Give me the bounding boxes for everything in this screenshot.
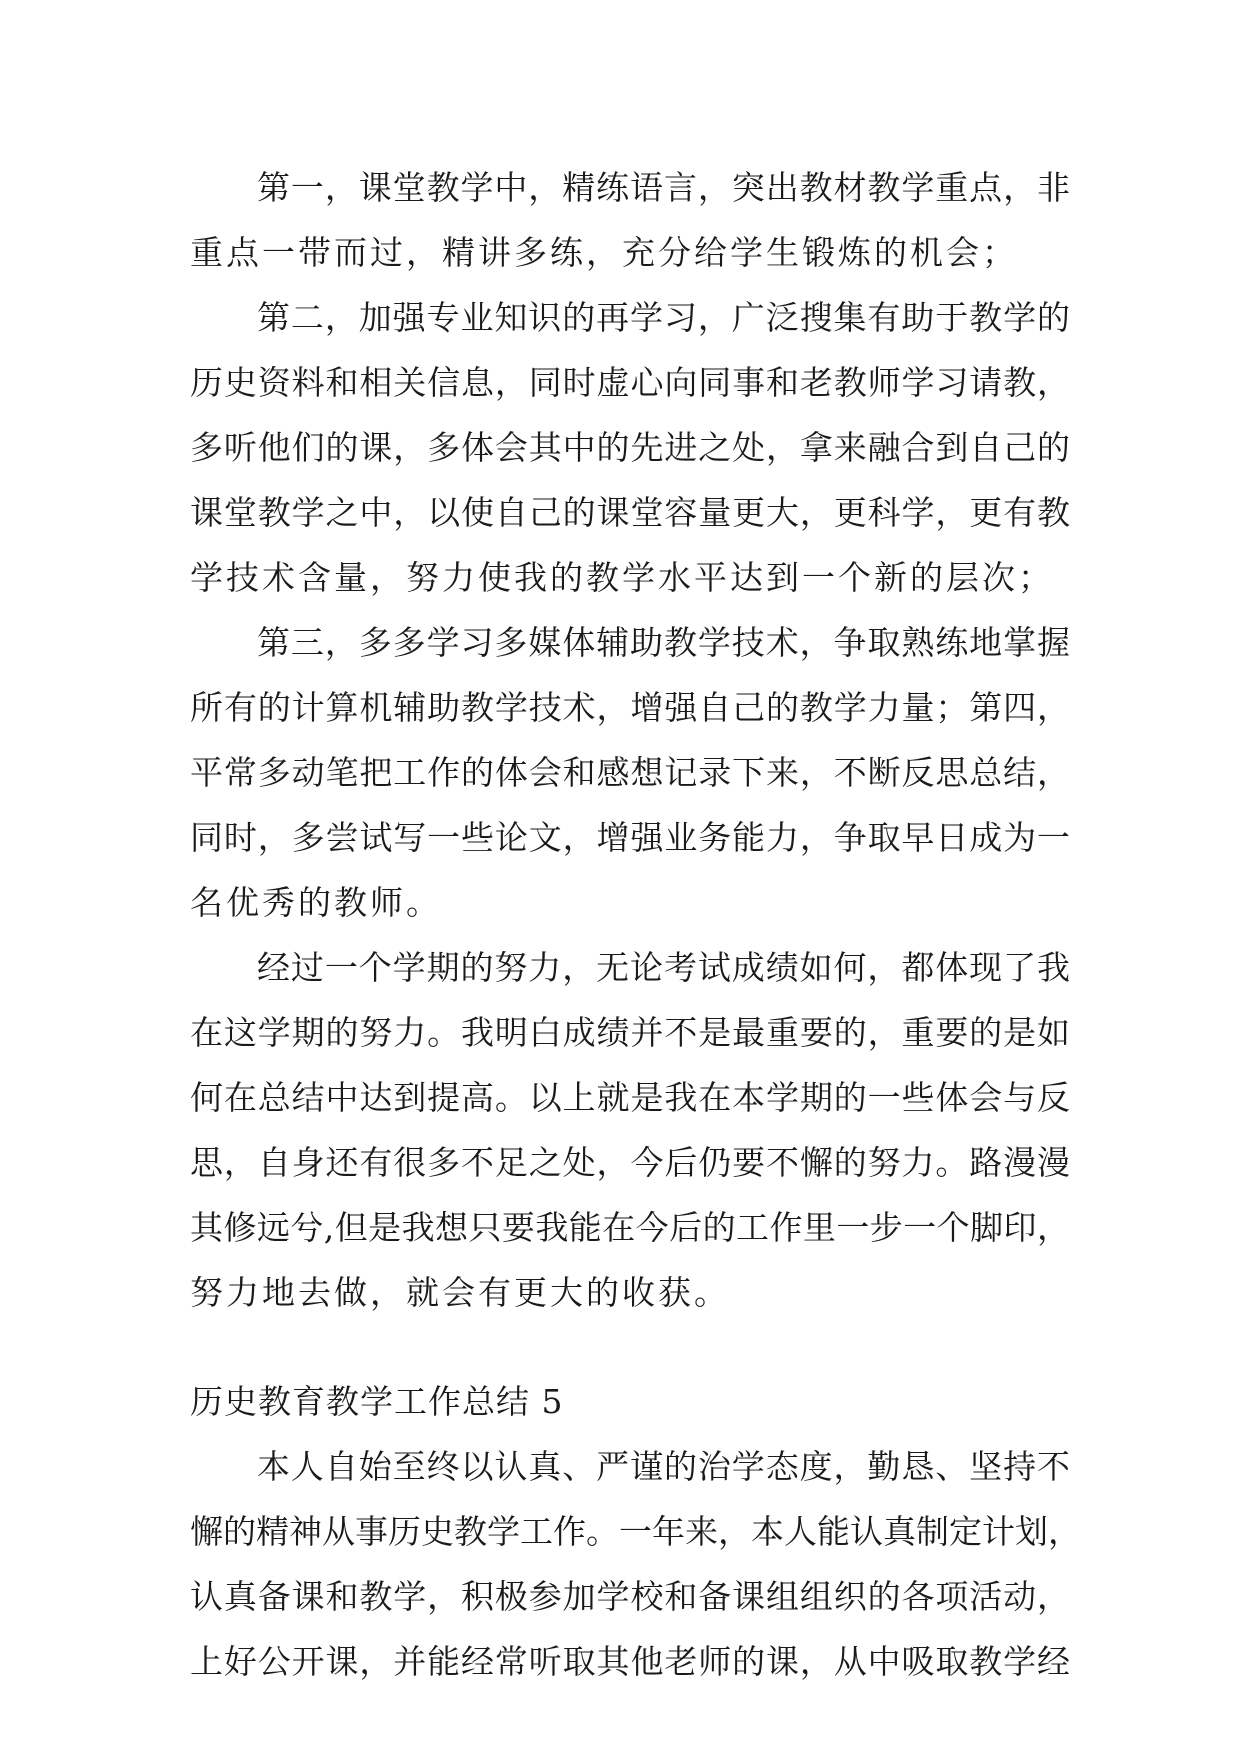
- paragraph-line: 何在总结中达到提高。以上就是我在本学期的一些体会与反: [190, 1078, 1070, 1117]
- paragraph-line: 思，自身还有很多不足之处，今后仍要不懈的努力。路漫漫: [190, 1143, 1070, 1182]
- paragraph-line: 同时，多尝试写一些论文，增强业务能力，争取早日成为一: [190, 818, 1070, 857]
- paragraph-line: 学技术含量，努力使我的教学水平达到一个新的层次；: [190, 558, 1054, 597]
- paragraph-line: 懈的精神从事历史教学工作。一年来，本人能认真制定计划，: [190, 1512, 1081, 1551]
- paragraph-line: 上好公开课，并能经常听取其他老师的课，从中吸取教学经: [190, 1642, 1070, 1681]
- paragraph-line: 第二，加强专业知识的再学习，广泛搜集有助于教学的: [257, 298, 1070, 337]
- section-heading: 历史教育教学工作总结 5: [190, 1382, 564, 1421]
- paragraph-line: 认真备课和教学，积极参加学校和备课组组织的各项活动，: [190, 1577, 1070, 1616]
- paragraph-line: 多听他们的课，多体会其中的先进之处，拿来融合到自己的: [190, 428, 1070, 467]
- paragraph-line: 在这学期的努力。我明白成绩并不是最重要的，重要的是如: [190, 1013, 1070, 1052]
- paragraph-line: 其修远兮,但是我想只要我能在今后的工作里一步一个脚印，: [190, 1208, 1070, 1247]
- paragraph-line: 名优秀的教师。: [190, 883, 442, 922]
- paragraph-line: 平常多动笔把工作的体会和感想记录下来，不断反思总结，: [190, 753, 1070, 792]
- paragraph-line: 努力地去做，就会有更大的收获。: [190, 1273, 730, 1312]
- paragraph-line: 第一，课堂教学中，精练语言，突出教材教学重点，非: [257, 168, 1070, 207]
- paragraph-line: 第三，多多学习多媒体辅助教学技术，争取熟练地掌握: [257, 623, 1070, 662]
- paragraph-line: 课堂教学之中，以使自己的课堂容量更大，更科学，更有教: [190, 493, 1070, 532]
- paragraph-line: 重点一带而过，精讲多练，充分给学生锻炼的机会；: [190, 233, 1018, 272]
- paragraph-line: 经过一个学期的努力，无论考试成绩如何，都体现了我: [257, 948, 1070, 987]
- paragraph-line: 历史资料和相关信息，同时虚心向同事和老教师学习请教，: [190, 363, 1070, 402]
- paragraph-line: 本人自始至终以认真、严谨的治学态度，勤恳、坚持不: [257, 1447, 1070, 1486]
- paragraph-line: 所有的计算机辅助教学技术，增强自己的教学力量；第四，: [190, 688, 1070, 727]
